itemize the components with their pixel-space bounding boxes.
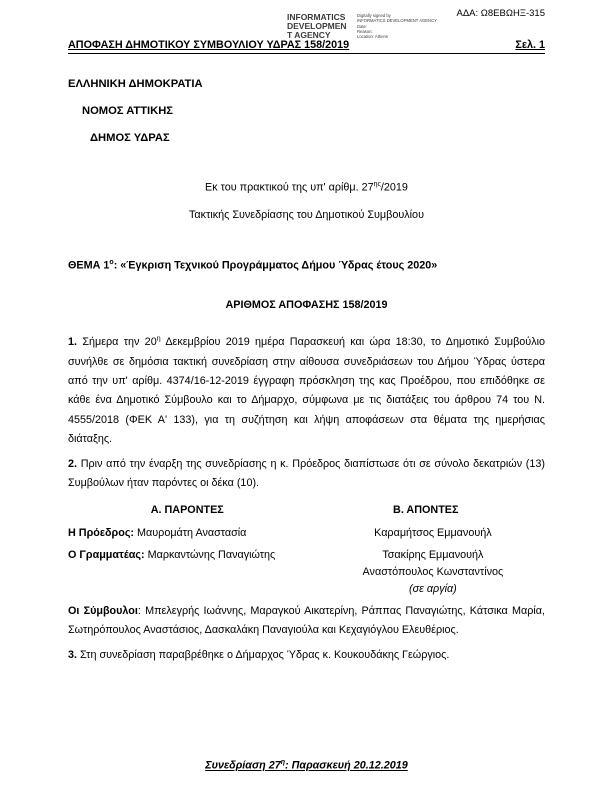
- digital-signature-stamp: [287, 13, 463, 41]
- stamp-agency-name: [287, 13, 353, 41]
- theme-text: : «Έγκριση Τεχνικού Προγράμματος Δήμου Ύδρας έτους 2020»: [113, 259, 438, 272]
- absent-name-2: Τσακίρης Εμμανουήλ: [382, 549, 484, 562]
- president-name: Μαυρομάτη Αναστασία: [134, 526, 247, 539]
- letterhead-prefecture: ΝΟΜΟΣ ΑΤΤΙΚΗΣ: [82, 105, 174, 117]
- paragraph-3-text: Στη συνεδρίαση παραβρέθηκε ο Δήμαρχος Ύδρας κ. Κουκουδάκης Γεώργιος.: [77, 649, 450, 662]
- stamp-signature-details: [357, 13, 437, 41]
- theme-line: [68, 259, 545, 272]
- stamp-detail-line: Digitally signed by: [357, 13, 391, 18]
- paragraph-3: [68, 646, 545, 665]
- president-entry: [68, 525, 321, 542]
- absent-name-3: Αναστόπουλος Κωνσταντίνος: [362, 566, 504, 579]
- letterhead: [68, 78, 545, 159]
- footer-text-end: : Παρασκευή 20.12.2019: [285, 760, 408, 772]
- footer-session-line: [68, 759, 545, 776]
- attendance-headers: [68, 504, 545, 516]
- header-title: ΑΠΟΦΑΣΗ ΔΗΜΟΤΙΚΟΥ ΣΥΜΒΟΥΛΙΟΥ ΥΔΡΑΣ 158/2019: [68, 39, 350, 51]
- theme-superscript: ο: [109, 258, 114, 266]
- absent-name-1: Καραμήτσος Εμμανουήλ: [374, 526, 492, 539]
- paragraph-3-number: 3.: [68, 649, 78, 662]
- paragraph-2-text: Πριν από την έναρξη της συνεδρίασης η κ. Πρόεδρος διαπίστωσε ότι σε σύνολο δεκατριών (13) Συμβούλων ήταν παρόντες οι δέκα (10).: [68, 457, 545, 490]
- absent-name-3-note: (σε αργία): [409, 582, 457, 595]
- paragraph-2-number: 2.: [68, 457, 78, 470]
- secretary-name: Μαρκαντώνης Παναγιώτης: [144, 549, 276, 562]
- paragraph-1-text-rest: Δεκεμβρίου 2019 ημέρα Παρασκευή και ώρα 18:30, το Δημοτικό Συμβούλιο συνήλθε σε δημόσια τακτική συνεδρίαση στην αίθουσα συνεδριάσεων του Δήμου Ύδρας ύστερα από την υπ' αρίθμ. 4374/16-12-2019 έγγραφη πρόσκληση της κας Προέδρου, που επιδόθηκε σε κάθε ένα Δημοτικό Σύμβουλο και το Δήμαρχο, σύμφωνα με τις διατάξεις του άρθρου 74 του Ν. 4555/2018 (ΦΕΚ Α' 133), για τη συζήτηση και λήψη αποφάσεων στα θέματα της ημερήσιας διάταξης.: [68, 336, 545, 446]
- absent-header: Β. ΑΠΟΝΤΕΣ: [393, 503, 459, 516]
- paragraph-2: [68, 455, 545, 494]
- secretary-entry: [68, 547, 321, 597]
- decision-number: ΑΡΙΘΜΟΣ ΑΠΟΦΑΣΗΣ 158/2019: [225, 299, 388, 312]
- present-header: Α. ΠΑΡΟΝΤΕΣ: [150, 503, 224, 516]
- minutes-year: /2019: [380, 181, 408, 194]
- paragraph-1: [68, 333, 545, 450]
- letterhead-republic: ΕΛΛΗΝΙΚΗ ΔΗΜΟΚΡΑΤΙΑ: [68, 78, 203, 90]
- ada-code: ΑΔΑ: Ω8ΕΒΩΗΞ-315: [456, 8, 545, 19]
- stamp-detail-line: Date:: [357, 23, 368, 29]
- theme-label: ΘΕΜΑ 1: [68, 259, 110, 272]
- page-header: [68, 39, 545, 54]
- attendance-row-president: [68, 525, 545, 542]
- councilors-paragraph: [68, 602, 545, 641]
- stamp-agency-line3: T AGENCY: [287, 30, 331, 41]
- councilors-names: : Μπελεγρής Ιωάννης, Μαραγκού Αικατερίνη, Ράππας Παναγιώτης, Κάτσικα Μαρία, Σωτηρόπουλος Αναστάσιος, Δασκαλάκη Παναγιούλα και Κεχαγιόγλου Ελευθέριος.: [68, 604, 545, 636]
- stamp-detail-line: Reason:: [357, 28, 373, 34]
- stamp-detail-line: Location: Athens: [357, 34, 388, 39]
- president-label: Η Πρόεδρος:: [68, 526, 135, 539]
- letterhead-municipality: ΔΗΜΟΣ ΥΔΡΑΣ: [90, 132, 170, 144]
- paragraph-1-text-start: Σήμερα την 20: [77, 336, 157, 349]
- paragraph-1-superscript: η: [156, 335, 161, 343]
- header-page-number: Σελ. 1: [515, 39, 545, 51]
- session-type-line: Τακτικής Συνεδρίασης του Δημοτικού Συμβουλίου: [189, 208, 424, 221]
- footer-text-start: Συνεδρίαση 27: [205, 760, 281, 772]
- attendance-row-secretary: [68, 547, 545, 597]
- secretary-label: Ο Γραμματέας:: [68, 549, 145, 562]
- paragraph-1-number: 1.: [68, 336, 78, 349]
- minutes-superscript: ης: [373, 181, 381, 188]
- absent-names-group: [321, 547, 545, 597]
- footer-superscript: η: [280, 759, 286, 767]
- stamp-agency-line2: DEVELOPMEN: [287, 21, 347, 32]
- stamp-agency-line1: INFORMATICS: [287, 12, 346, 22]
- stamp-detail-line: INFORMATICS DEVELOPMENT AGENCY: [357, 18, 437, 24]
- minutes-text: Εκ του πρακτικού της υπ' αρίθμ. 27: [205, 181, 374, 194]
- councilors-label: Οι Σύμβουλοι: [68, 604, 138, 617]
- minutes-reference: [68, 181, 545, 194]
